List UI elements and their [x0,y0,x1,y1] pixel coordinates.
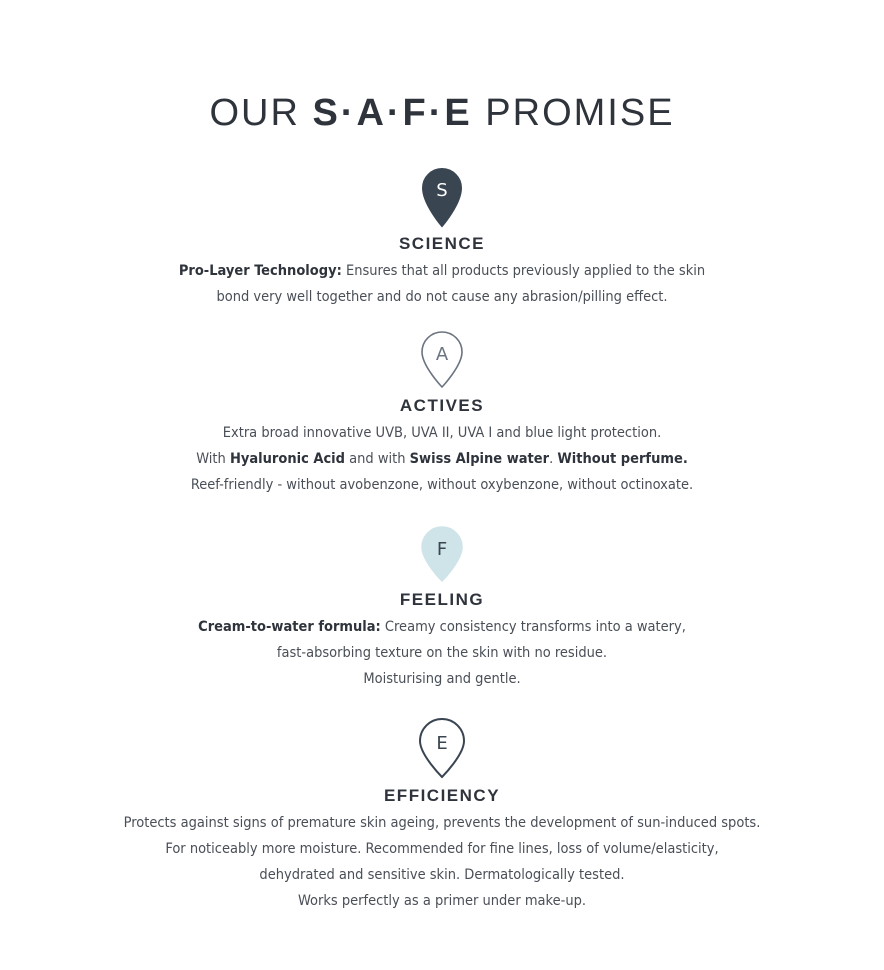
actives-alpine-water: Swiss Alpine water [409,451,550,467]
science-bold-label: Pro-Layer Technology: [178,263,342,279]
section-efficiency [0,716,884,914]
actives-line-2-a: With [196,451,230,467]
section-heading-efficiency: EFFICIENCY [383,786,501,805]
efficiency-line-2: For noticeably more moisture. Recommended for fine lines, loss of volume/elasticity, [165,841,719,857]
section-heading-actives: ACTIVES [399,396,485,415]
pin-letter-e: E [436,733,448,754]
map-pin-outline-dark-icon [415,716,469,780]
actives-line-2 [0,446,884,472]
efficiency-line-1: Protects against signs of premature skin ageing, prevents the development of sun-induced spots. [123,815,761,831]
title-prefix: OUR [209,92,313,134]
section-heading-feeling: FEELING [399,590,485,609]
page-title [0,92,884,135]
actives-hyaluronic: Hyaluronic Acid [229,451,345,467]
feeling-line-3: Moisturising and gentle. [363,671,521,687]
feeling-line-1 [0,614,884,640]
map-pin-light-icon [417,524,467,584]
map-pin-outline-icon [417,328,467,390]
efficiency-line-4: Works perfectly as a primer under make-up. [297,893,587,909]
science-line-2: bond very well together and do not cause any abrasion/pilling effect. [216,289,668,305]
section-science [0,166,884,310]
title-brand: S·A·F·E [312,92,473,134]
science-line-1-text: Ensures that all products previously applied to the skin [341,263,706,279]
actives-line-2-e: . [549,451,558,467]
science-line-1 [0,258,884,284]
pin-letter-s: S [436,180,448,201]
pin-letter-a: A [435,344,449,365]
section-heading-science: SCIENCE [398,234,486,253]
section-feeling [0,524,884,692]
map-pin-filled-icon [420,166,464,228]
actives-without-perfume: Without perfume. [557,451,688,467]
actives-line-1: Extra broad innovative UVB, UVA II, UVA I and blue light protection. [222,425,662,441]
feeling-bold-label: Cream-to-water formula: [198,619,381,635]
actives-line-3: Reef-friendly - without avobenzone, without oxybenzone, without octinoxate. [190,477,694,493]
pin-letter-f: F [436,539,448,560]
actives-line-2-c: and with [345,451,410,467]
feeling-line-2: fast-absorbing texture on the skin with no residue. [276,645,608,661]
title-suffix: PROMISE [472,92,675,134]
feeling-line-1-text: Creamy consistency transforms into a watery, [380,619,686,635]
section-actives [0,328,884,498]
efficiency-line-3: dehydrated and sensitive skin. Dermatologically tested. [259,867,625,883]
